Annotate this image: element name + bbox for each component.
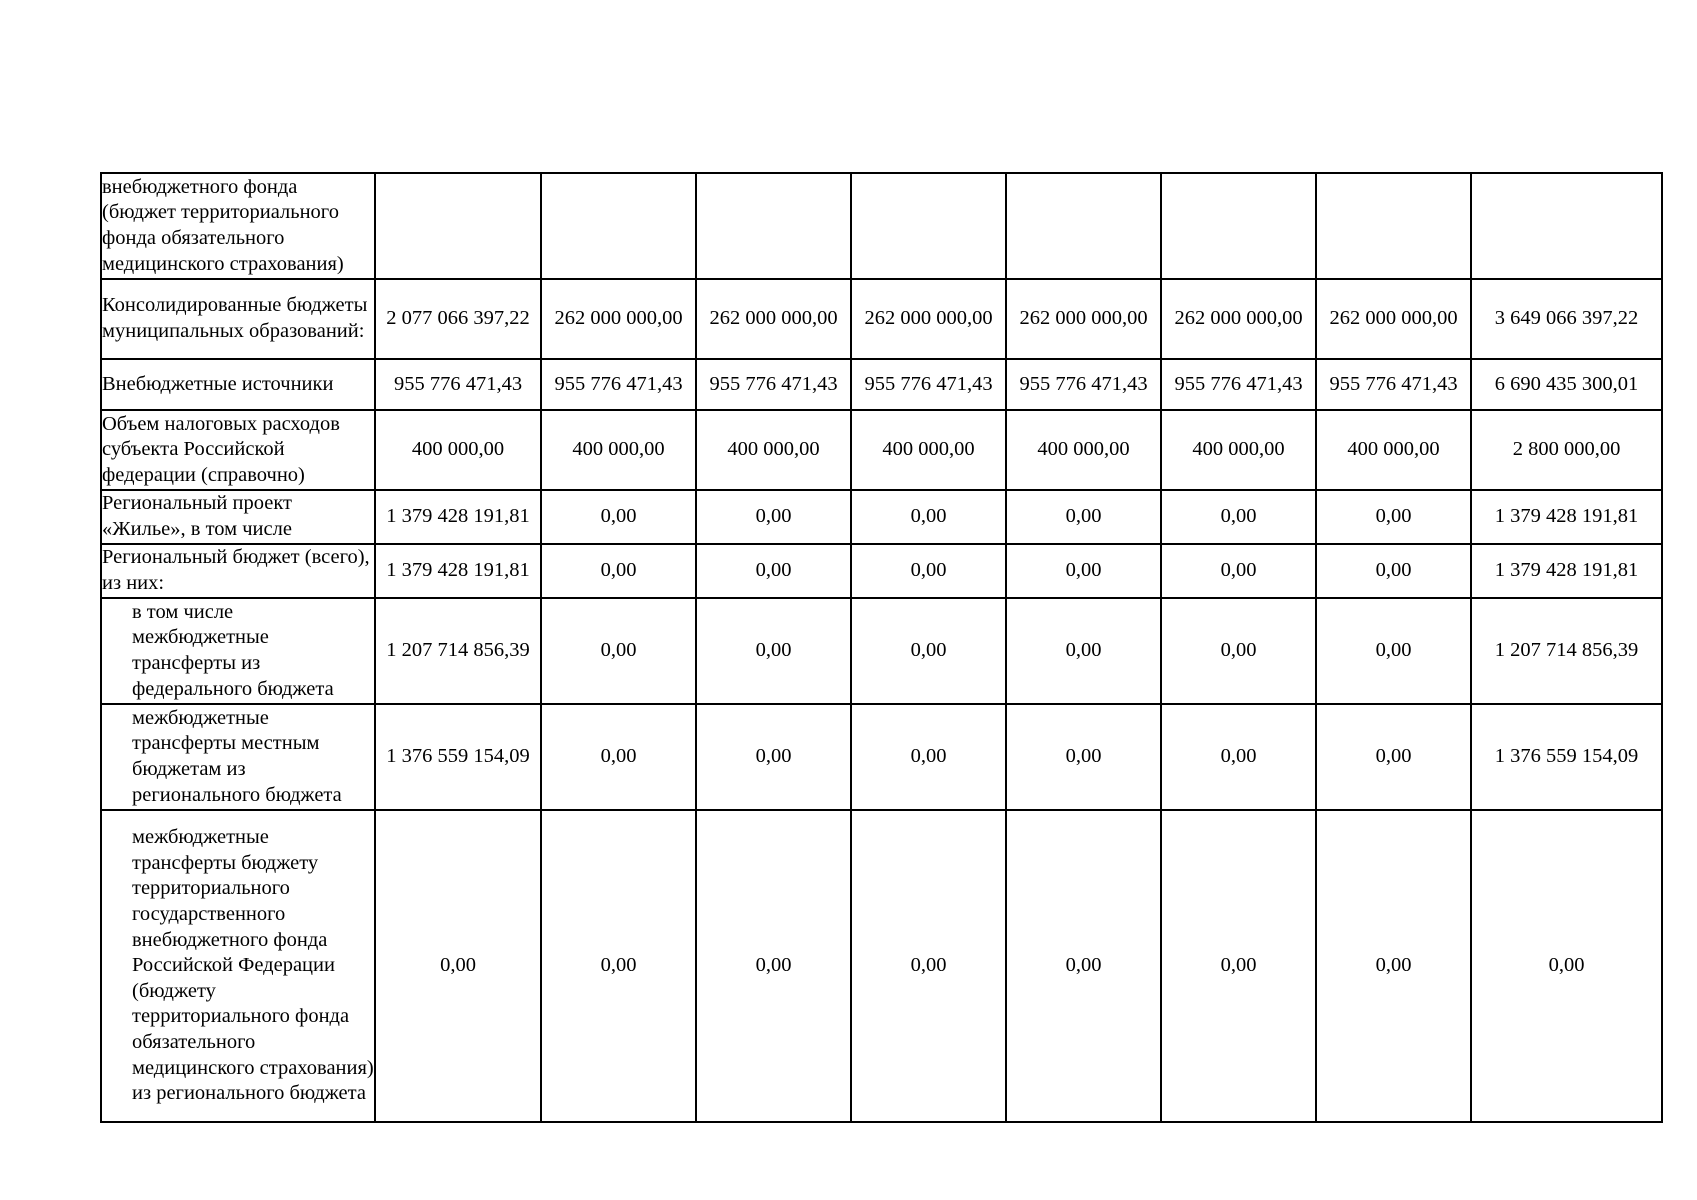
table-row bbox=[101, 279, 1662, 359]
total-cell: 1 379 428 191,81 bbox=[1471, 544, 1662, 598]
total-cell: 1 379 428 191,81 bbox=[1471, 490, 1662, 544]
value-cell: 0,00 bbox=[1161, 810, 1316, 1122]
value-cell: 262 000 000,00 bbox=[696, 279, 851, 359]
value-cell bbox=[851, 173, 1006, 279]
value-cell: 955 776 471,43 bbox=[696, 359, 851, 410]
value-cell: 0,00 bbox=[1161, 490, 1316, 544]
value-cell: 0,00 bbox=[696, 810, 851, 1122]
value-cell: 955 776 471,43 bbox=[851, 359, 1006, 410]
row-label: Региональный бюджет (всего), из них: bbox=[102, 546, 370, 594]
row-label-cell bbox=[101, 490, 375, 544]
total-cell: 0,00 bbox=[1471, 810, 1662, 1122]
value-cell: 0,00 bbox=[541, 544, 696, 598]
row-label-cell bbox=[101, 598, 375, 704]
value-cell: 0,00 bbox=[851, 598, 1006, 704]
value-cell: 262 000 000,00 bbox=[541, 279, 696, 359]
value-cell: 0,00 bbox=[375, 810, 541, 1122]
row-label-cell bbox=[101, 173, 375, 279]
value-cell: 0,00 bbox=[1316, 810, 1471, 1122]
value-cell: 0,00 bbox=[851, 810, 1006, 1122]
value-cell: 0,00 bbox=[1161, 704, 1316, 810]
value-cell: 1 379 428 191,81 bbox=[375, 490, 541, 544]
row-label: Объем налоговых расходов субъекта Российской федерации (справочно) bbox=[102, 412, 340, 486]
row-label-cell bbox=[101, 410, 375, 490]
value-cell: 1 207 714 856,39 bbox=[375, 598, 541, 704]
value-cell: 400 000,00 bbox=[375, 410, 541, 490]
total-cell: 1 376 559 154,09 bbox=[1471, 704, 1662, 810]
value-cell: 955 776 471,43 bbox=[375, 359, 541, 410]
row-label: внебюджетного фонда (бюджет территориального фонда обязательного медицинского страхования) bbox=[102, 175, 344, 275]
value-cell: 0,00 bbox=[851, 704, 1006, 810]
value-cell: 0,00 bbox=[696, 490, 851, 544]
total-cell bbox=[1471, 173, 1662, 279]
value-cell: 262 000 000,00 bbox=[1316, 279, 1471, 359]
value-cell: 0,00 bbox=[696, 598, 851, 704]
value-cell: 400 000,00 bbox=[696, 410, 851, 490]
value-cell: 400 000,00 bbox=[851, 410, 1006, 490]
value-cell: 0,00 bbox=[1006, 810, 1161, 1122]
row-label-cell bbox=[101, 704, 375, 810]
row-label-cell bbox=[101, 544, 375, 598]
value-cell bbox=[541, 173, 696, 279]
value-cell bbox=[696, 173, 851, 279]
value-cell: 0,00 bbox=[1316, 490, 1471, 544]
value-cell: 400 000,00 bbox=[1316, 410, 1471, 490]
value-cell: 0,00 bbox=[1006, 490, 1161, 544]
table-row bbox=[101, 410, 1662, 490]
total-cell: 3 649 066 397,22 bbox=[1471, 279, 1662, 359]
value-cell: 400 000,00 bbox=[1161, 410, 1316, 490]
value-cell: 1 379 428 191,81 bbox=[375, 544, 541, 598]
value-cell: 0,00 bbox=[696, 704, 851, 810]
value-cell: 2 077 066 397,22 bbox=[375, 279, 541, 359]
row-label: межбюджетные трансферты местным бюджетам из регионального бюджета bbox=[132, 706, 342, 806]
value-cell: 0,00 bbox=[541, 598, 696, 704]
row-label: Региональный проект «Жилье», в том числе bbox=[102, 492, 292, 540]
value-cell: 400 000,00 bbox=[1006, 410, 1161, 490]
value-cell bbox=[375, 173, 541, 279]
table-row bbox=[101, 598, 1662, 704]
value-cell: 0,00 bbox=[1006, 598, 1161, 704]
value-cell: 0,00 bbox=[1316, 544, 1471, 598]
total-cell: 1 207 714 856,39 bbox=[1471, 598, 1662, 704]
value-cell: 0,00 bbox=[1161, 544, 1316, 598]
value-cell: 955 776 471,43 bbox=[1161, 359, 1316, 410]
value-cell bbox=[1161, 173, 1316, 279]
value-cell: 955 776 471,43 bbox=[1006, 359, 1161, 410]
value-cell: 0,00 bbox=[1316, 704, 1471, 810]
table-row bbox=[101, 490, 1662, 544]
value-cell: 0,00 bbox=[851, 490, 1006, 544]
budget-table-body bbox=[101, 173, 1662, 1122]
total-cell: 2 800 000,00 bbox=[1471, 410, 1662, 490]
value-cell: 955 776 471,43 bbox=[541, 359, 696, 410]
value-cell bbox=[1006, 173, 1161, 279]
value-cell: 262 000 000,00 bbox=[1006, 279, 1161, 359]
table-row bbox=[101, 173, 1662, 279]
table-row bbox=[101, 544, 1662, 598]
value-cell: 955 776 471,43 bbox=[1316, 359, 1471, 410]
table-row bbox=[101, 810, 1662, 1122]
row-label: Консолидированные бюджеты муниципальных образований: bbox=[102, 294, 368, 342]
value-cell: 0,00 bbox=[696, 544, 851, 598]
value-cell: 1 376 559 154,09 bbox=[375, 704, 541, 810]
value-cell: 0,00 bbox=[541, 810, 696, 1122]
table-row bbox=[101, 359, 1662, 410]
row-label-cell bbox=[101, 810, 375, 1122]
row-label: межбюджетные трансферты бюджету территориального государственного внебюджетного фонда Российской Федерации (бюджету территориального фонда обязательного медицинского страхования) из регионального бюджета bbox=[132, 826, 374, 1105]
row-label: в том числе межбюджетные трансферты из федерального бюджета bbox=[132, 600, 334, 700]
value-cell: 0,00 bbox=[851, 544, 1006, 598]
row-label-cell bbox=[101, 279, 375, 359]
value-cell: 0,00 bbox=[1316, 598, 1471, 704]
value-cell: 262 000 000,00 bbox=[1161, 279, 1316, 359]
table-row bbox=[101, 704, 1662, 810]
value-cell: 262 000 000,00 bbox=[851, 279, 1006, 359]
value-cell: 0,00 bbox=[1006, 544, 1161, 598]
value-cell bbox=[1316, 173, 1471, 279]
total-cell: 6 690 435 300,01 bbox=[1471, 359, 1662, 410]
value-cell: 0,00 bbox=[541, 490, 696, 544]
value-cell: 0,00 bbox=[1006, 704, 1161, 810]
value-cell: 0,00 bbox=[1161, 598, 1316, 704]
row-label-cell bbox=[101, 359, 375, 410]
value-cell: 400 000,00 bbox=[541, 410, 696, 490]
value-cell: 0,00 bbox=[541, 704, 696, 810]
budget-table bbox=[100, 172, 1663, 1123]
row-label: Внебюджетные источники bbox=[102, 372, 334, 395]
